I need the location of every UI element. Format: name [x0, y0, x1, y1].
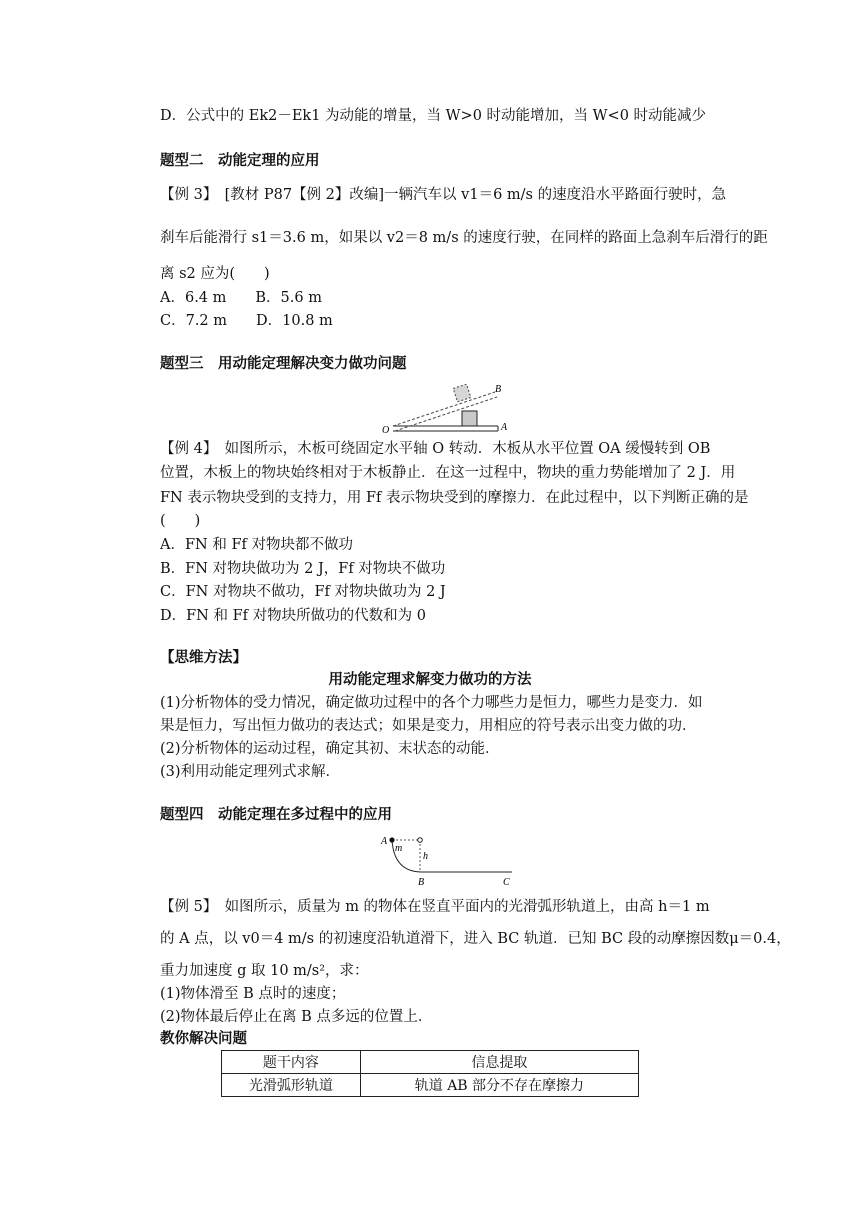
table-header-cell: 信息提取: [360, 1051, 638, 1074]
table-cell: 轨道 AB 部分不存在摩擦力: [360, 1074, 638, 1097]
method-step-3: (3)利用动能定理列式求解．: [160, 764, 341, 780]
example-4-option-a: A．FN 和 Ff 对物块都不做功: [160, 537, 353, 553]
arc-track-figure: [378, 832, 528, 888]
label-m: m: [395, 843, 403, 854]
example-4-line-3: FN 表示物块受到的支持力，用 Ff 表示物块受到的摩擦力．在此过程中，以下判断正确的是: [160, 490, 749, 506]
example-4-option-b: B．FN 对物块做功为 2 J，Ff 对物块不做功: [160, 561, 446, 577]
label-b: B: [495, 384, 502, 395]
label-a: A: [501, 422, 508, 433]
table-header-cell: 题干内容: [222, 1051, 361, 1074]
section-heading-3: 题型三 用动能定理解决变力做功问题: [160, 356, 407, 372]
example-3-line-3: 离 s2 应为( ): [160, 266, 270, 282]
example-4-line-1: 【例 4】 如图所示，木板可绕固定水平轴 O 转动．木板从水平位置 OA 缓慢转到 OB: [160, 441, 711, 457]
label-a: A: [381, 836, 388, 847]
section-heading-2: 题型二 动能定理的应用: [160, 153, 320, 169]
example-5-line-3: 重力加速度 g 取 10 m/s²，求：: [160, 963, 369, 979]
label-h: h: [423, 851, 428, 862]
option-d-text: D．公式中的 Ek2－Ek1 为动能的增量，当 W>0 时动能增加，当 W<0 时动能减少: [160, 108, 707, 124]
example-5-question-2: (2)物体最后停止在离 B 点多远的位置上．: [160, 1009, 433, 1025]
example-5-line-2: 的 A 点，以 v0＝4 m/s 的初速度沿轨道滑下，进入 BC 轨道．已知 BC 段的动摩擦因数μ＝0.4，: [160, 931, 791, 947]
example-3-line-1: 【例 3】 [教材 P87【例 2】改编]一辆汽车以 v1＝6 m/s 的速度沿水平路面行驶时，急: [160, 187, 727, 203]
example-3-options-1: A．6.4 m B．5.6 m: [160, 290, 322, 306]
section-heading-4: 题型四 动能定理在多过程中的应用: [160, 807, 392, 823]
solve-guide-heading: 教你解决问题: [160, 1031, 247, 1047]
example-5-question-1: (1)物体滑至 B 点时的速度；: [160, 986, 346, 1002]
example-4-option-d: D．FN 和 Ff 对物块所做功的代数和为 0: [160, 608, 426, 624]
label-o: O: [382, 425, 390, 436]
method-step-1-line-2: 果是恒力，写出恒力做功的表达式；如果是变力，用相应的符号表示出变力做的功．: [160, 718, 697, 734]
method-title: 用动能定理求解变力做功的方法: [328, 672, 532, 688]
method-heading: 【思维方法】: [160, 650, 247, 666]
table-cell: 光滑弧形轨道: [222, 1074, 361, 1097]
example-4-line-4: ( ): [160, 513, 201, 529]
label-c: C: [503, 877, 510, 888]
example-3-options-2: C．7.2 m D．10.8 m: [160, 313, 333, 329]
table-header-row: [222, 1051, 639, 1074]
method-step-2: (2)分析物体的运动过程，确定其初、末状态的动能．: [160, 741, 500, 757]
rotating-board-figure: [378, 382, 508, 434]
info-table: [221, 1050, 639, 1097]
example-4-option-c: C．FN 对物块不做功，Ff 对物块做功为 2 J: [160, 584, 446, 600]
example-4-line-2: 位置，木板上的物块始终相对于木板静止．在这一过程中，物块的重力势能增加了 2 J．用: [160, 465, 736, 481]
example-5-line-1: 【例 5】 如图所示，质量为 m 的物体在竖直平面内的光滑弧形轨道上，由高 h＝1 m: [160, 899, 710, 915]
table-row: [222, 1074, 639, 1097]
label-b: B: [418, 877, 425, 888]
method-step-1-line-1: (1)分析物体的受力情况，确定做功过程中的各个力哪些力是恒力，哪些力是变力．如: [160, 695, 703, 711]
example-3-line-2: 刹车后能滑行 s1＝3.6 m，如果以 v2＝8 m/s 的速度行驶，在同样的路面上急刹车后滑行的距: [160, 230, 768, 246]
